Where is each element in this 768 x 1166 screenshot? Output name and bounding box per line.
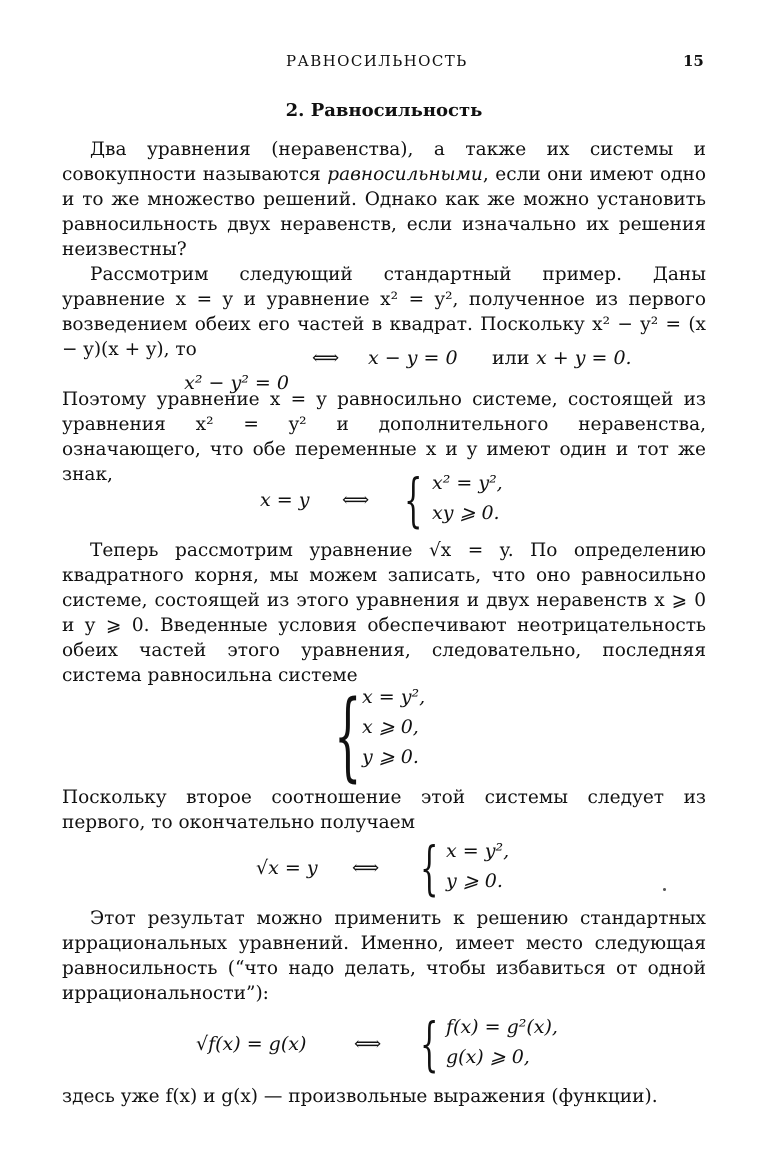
equation-5-line-2: g(x) ⩾ 0, bbox=[446, 1046, 530, 1068]
equation-2-left-text: x = y bbox=[260, 489, 310, 511]
equation-4-left-text: √x = y bbox=[256, 857, 318, 879]
equation-5-left bbox=[196, 1032, 306, 1057]
left-brace: { bbox=[334, 680, 362, 792]
section-title: 2. Равносильность bbox=[285, 100, 483, 121]
paragraph-3 bbox=[62, 387, 706, 487]
equation-3-line-3: y ⩾ 0. bbox=[362, 746, 419, 768]
equation-5-line-1: f(x) = g²(x), bbox=[446, 1016, 558, 1038]
left-brace: { bbox=[404, 466, 423, 534]
equation-2-arrow bbox=[342, 488, 369, 513]
speck bbox=[663, 888, 666, 891]
equation-1-middle bbox=[368, 346, 458, 371]
equation-5-left-text: √f(x) = g(x) bbox=[196, 1033, 307, 1055]
equation-3-line-2: x ⩾ 0, bbox=[362, 716, 419, 738]
equation-1-or-text: или bbox=[492, 347, 530, 369]
paragraph-1-part-b: , если они имеют одно и то же множество решений. Однако как же можно установить равносильность двух неравенств, если изначально их решения неизвестны? bbox=[62, 164, 706, 260]
paragraph-6 bbox=[62, 906, 706, 1006]
equation-5-arrow bbox=[354, 1032, 381, 1057]
equation-3-line-1: x = y², bbox=[362, 686, 426, 708]
equation-1-middle-text: x − y = 0 bbox=[368, 347, 458, 369]
equivalence-arrow: ⟺ bbox=[354, 1033, 382, 1055]
paragraph-7-text: здесь уже f(x) и g(x) — произвольные выражения (функции). bbox=[62, 1086, 658, 1107]
page-number: 15 bbox=[683, 52, 704, 70]
paragraph-1-text bbox=[62, 137, 706, 262]
equivalence-arrow: ⟺ bbox=[342, 489, 370, 511]
equivalence-arrow: ⟺ bbox=[312, 347, 340, 369]
paragraph-1-part-a: Два уравнения (неравенства), а также их системы и совокупности называются bbox=[62, 139, 706, 185]
paragraph-5 bbox=[62, 785, 706, 835]
left-brace: { bbox=[420, 1010, 439, 1078]
running-title: РАВНОСИЛЬНОСТЬ bbox=[286, 52, 468, 70]
equation-4-line-2: y ⩾ 0. bbox=[446, 870, 503, 892]
equation-2-line-1: x² = y², bbox=[432, 472, 503, 494]
equation-2-line-2: xy ⩾ 0. bbox=[432, 502, 500, 524]
equation-4-arrow bbox=[352, 856, 379, 881]
paragraph-5-text: Поскольку второе соотношение этой системы следует из первого, то окончательно получаем bbox=[62, 787, 706, 833]
paragraph-2-text: Рассмотрим следующий стандартный пример. Даны уравнение x = y и уравнение x² = y², полученное из первого возведением обеих его частей в квадрат. Поскольку x² − y² = (x − y)(x + y), то bbox=[62, 264, 706, 360]
running-head bbox=[0, 52, 768, 76]
equation-1-left: x² − y² = 0 bbox=[184, 372, 289, 394]
paragraph-7 bbox=[62, 1084, 706, 1109]
equivalence-arrow: ⟺ bbox=[352, 857, 380, 879]
equation-2-left bbox=[260, 488, 309, 513]
paragraph-6-text: Этот результат можно применить к решению стандартных иррациональных уравнений. Именно, имеет место следующая равносильность (“что надо делать, чтобы избавиться от одной иррациональности”): bbox=[62, 908, 706, 1004]
equation-1-right-text: x + y = 0. bbox=[536, 347, 632, 369]
paragraph-4-text: Теперь рассмотрим уравнение √x = y. По определению квадратного корня, мы можем записать, что оно равносильно системе, состоящей из этого уравнения и двух неравенств x ⩾ 0 и y ⩾ 0. Введенные условия обеспечивают неотрицательность обеих частей этого уравнения, следовательно, последняя система равносильна системе bbox=[62, 540, 706, 686]
equation-4-left bbox=[256, 856, 318, 881]
paragraph-3-text: Поэтому уравнение x = y равносильно системе, состоящей из уравнения x² = y² и дополнительного неравенства, означающего, что обе переменные x и y имеют один и тот же знак, bbox=[62, 389, 706, 485]
equation-4-line-1: x = y², bbox=[446, 840, 510, 862]
left-brace: { bbox=[420, 834, 439, 902]
equation-1-arrow bbox=[312, 346, 339, 371]
equation-1-or bbox=[492, 346, 529, 371]
paragraph-4 bbox=[62, 538, 706, 688]
paragraph-1 bbox=[62, 137, 706, 262]
term-equivalent: равносильными bbox=[327, 164, 483, 185]
equation-1-right bbox=[536, 346, 632, 371]
